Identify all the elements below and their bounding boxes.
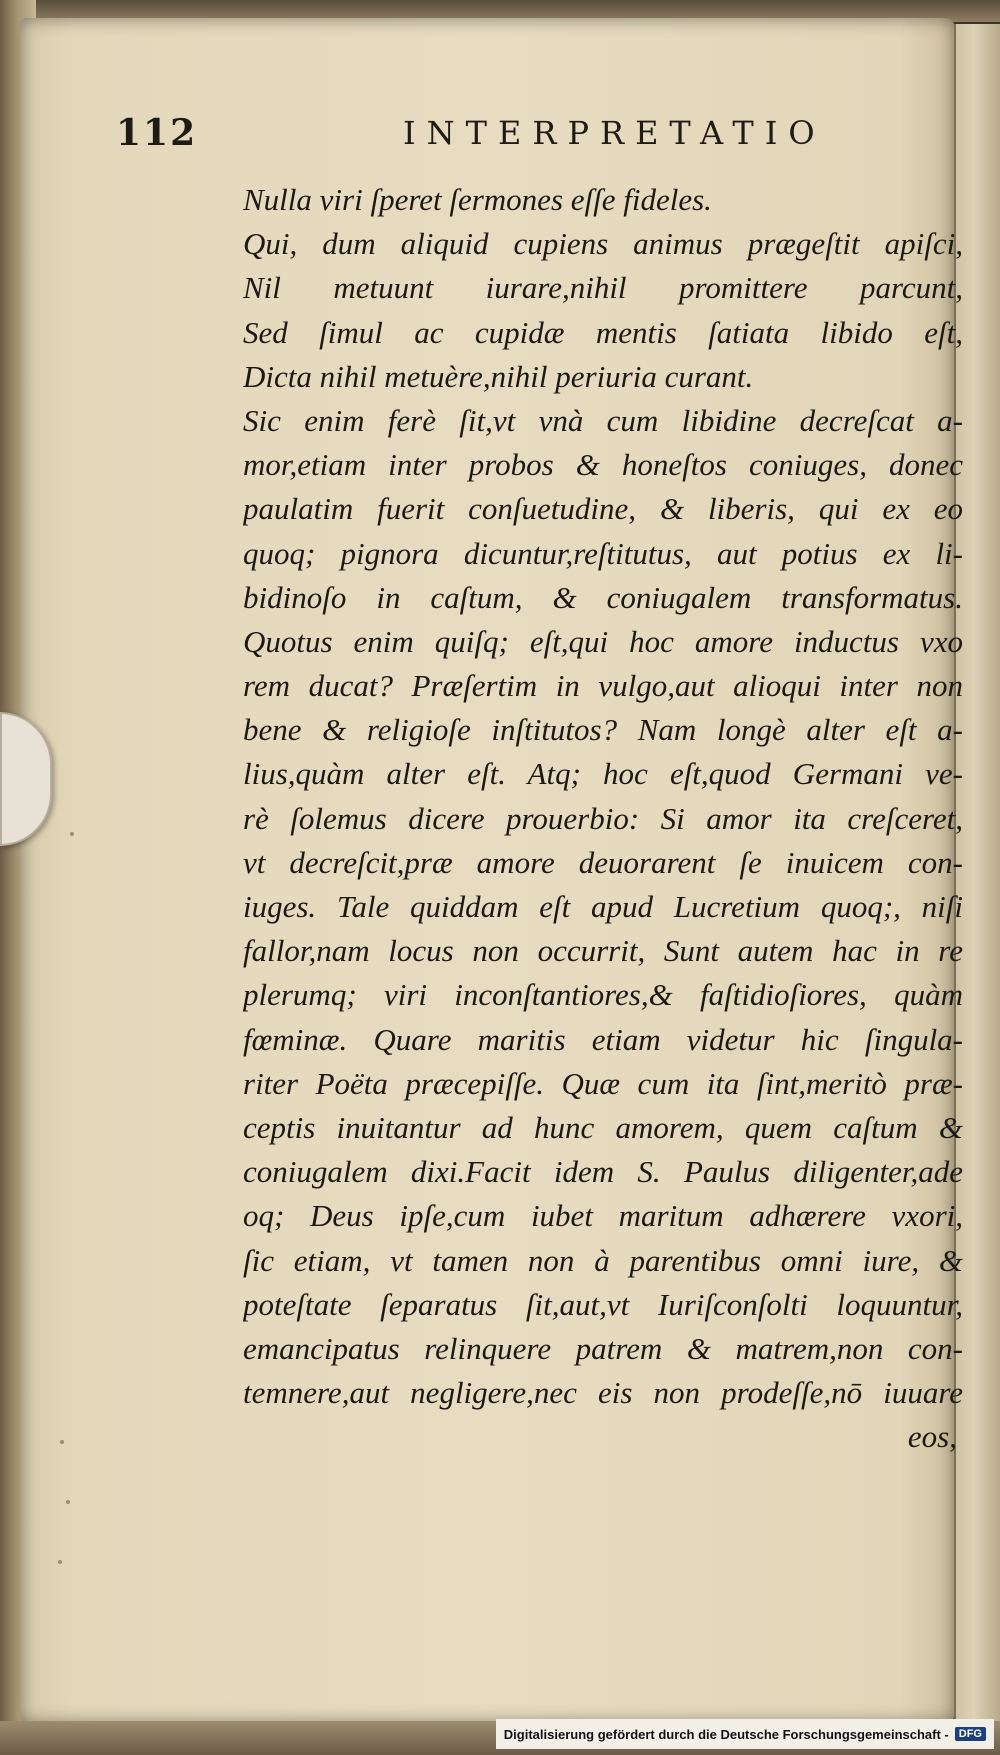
body-text <box>243 178 963 1459</box>
text-line: emancipatus relinquere patrem & matrem,non con- <box>243 1330 963 1366</box>
running-title: INTERPRETATIO <box>403 114 826 152</box>
text-line: bidinoſo in caſtum, & coniugalem transformatus. <box>243 579 963 615</box>
text-line: mor,etiam inter probos & honeſtos coniuges, donec <box>243 447 963 483</box>
text-line: plerumq; viri inconſtantiores,& faſtidioſiores, quàm <box>243 977 963 1013</box>
text-line: iuges. Tale quiddam eſt apud Lucretium quoq;, niſi <box>243 889 963 924</box>
text-line: quoq; pignora dicuntur,reſtitutus, aut potius ex li- <box>243 535 963 571</box>
catchword: eos, <box>907 1419 957 1455</box>
dfg-logo: DFG <box>955 1727 986 1741</box>
text-line: coniugalem dixi.Facit idem S. Paulus diligenter,ade <box>243 1154 963 1190</box>
text-line: ceptis inuitantur ad hunc amorem, quem caſtum & <box>243 1109 963 1145</box>
verse-line: Sed ſimul ac cupidæ mentis ſatiata libido eſt, <box>243 314 963 350</box>
credit-text: Digitalisierung gefördert durch die Deutsche Forschungsgemeinschaft - <box>503 1726 949 1742</box>
verse-line: Qui, dum aliquid cupiens animus prægeſtit apiſci, <box>243 226 963 262</box>
margin-speck <box>58 1560 62 1564</box>
margin-speck <box>66 1500 70 1504</box>
text-line: bene & religioſe inſtitutos? Nam longè alter eſt a- <box>243 712 963 748</box>
text-line: fallor,nam locus non occurrit, Sunt autem hac in re <box>243 933 963 969</box>
text-line: temnere,aut negligere,nec eis non prodeſſe,nō iuuare <box>243 1375 963 1411</box>
text-line: poteſtate ſeparatus ſit,aut,vt Iuriſconſolti loquuntur, <box>243 1286 963 1322</box>
verse-line: Dicta nihil metuère,nihil periuria curant. <box>243 358 754 394</box>
margin-speck <box>70 832 74 836</box>
text-line: lius,quàm alter eſt. Atq; hoc eſt,quod Germani ve- <box>243 756 963 792</box>
verse-line: Nulla viri ſperet ſermones eſſe fideles. <box>243 182 712 217</box>
text-line: fœminæ. Quare maritis etiam videtur hic ſingula- <box>243 1021 963 1057</box>
margin-speck <box>60 1440 64 1444</box>
text-line: ſic etiam, vt tamen non à parentibus omni iure, & <box>243 1242 963 1278</box>
verse-line: Nil metuunt iurare,nihil promittere parcunt, <box>243 270 963 306</box>
text-line: rè ſolemus dicere prouerbio: Si amor ita creſceret, <box>243 800 963 836</box>
text-line: Quotus enim quiſq; eſt,qui hoc amore inductus vxo <box>243 623 963 659</box>
text-line: vt decreſcit,præ amore deuorarent ſe inuicem con- <box>243 844 963 880</box>
text-line: paulatim fuerit conſuetudine, & liberis, qui ex eo <box>243 491 963 527</box>
page-number: 112 <box>116 112 198 154</box>
text-line: riter Poëta præcepiſſe. Quæ cum ita ſint,meritò præ- <box>243 1065 963 1101</box>
text-line: rem ducat? Præſertim in vulgo,aut alioqui inter non <box>243 668 963 704</box>
text-line: Sic enim ferè ſit,vt vnà cum libidine decreſcat a- <box>243 402 963 438</box>
digitization-credit <box>496 1719 994 1749</box>
running-head <box>116 112 876 162</box>
text-line: oq; Deus ipſe,cum iubet maritum adhærere vxori, <box>243 1198 963 1234</box>
